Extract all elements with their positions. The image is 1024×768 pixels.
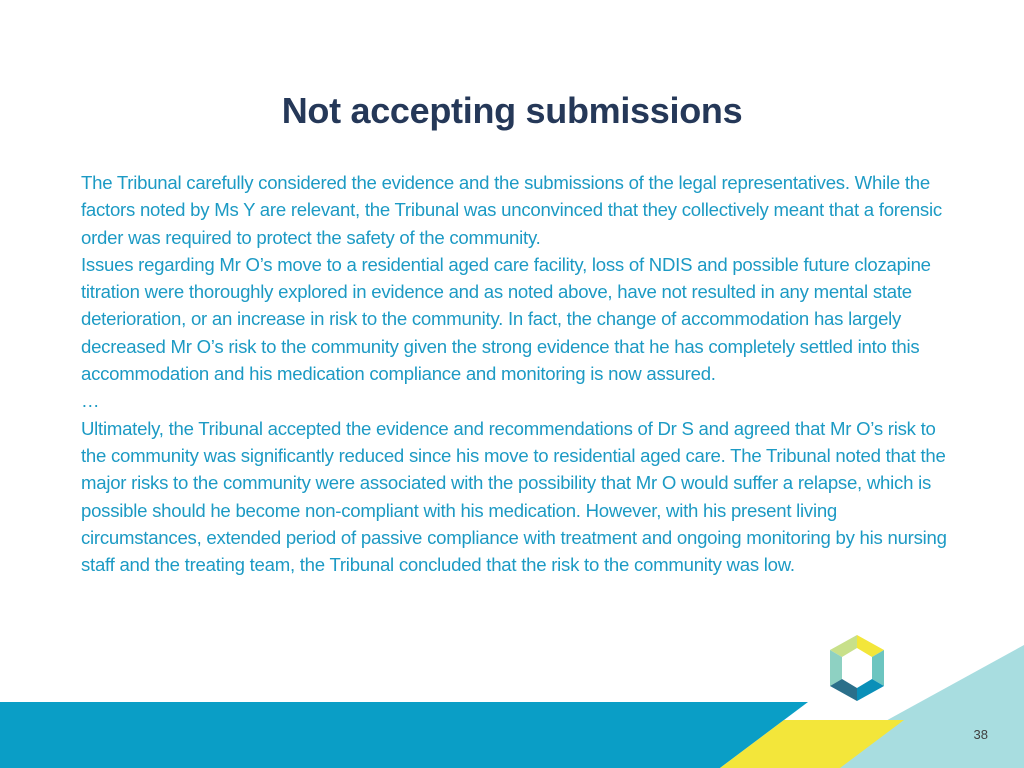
hexagon-logo-icon [826,633,888,703]
paragraph-3: Ultimately, the Tribunal accepted the evidence and recommendations of Dr S and agreed that Mr O’s risk to the community was significantly reduced since his move to residential aged care. The Tribunal noted that the major risks to the community were associated with the possibility that Mr O would suffer a relapse, which is possible should he become non-compliant with his medication. However, with his present living circumstances, extended period of passive compliance with treatment and ongoing monitoring by his nursing staff and the treating team, the Tribunal concluded that the risk to the community was low. [81,417,947,576]
slide-body [81,169,951,578]
paragraph-1: The Tribunal carefully considered the evidence and the submissions of the legal representatives. While the factors noted by Ms Y are relevant, the Tribunal was unconvinced that they collectively meant that a forensic order was required to protect the safety of the community. [81,172,942,248]
page-number: 38 [973,727,988,742]
ellipsis-separator: … [81,390,100,412]
slide-title: Not accepting submissions [281,90,743,131]
paragraph-2: Issues regarding Mr O’s move to a residential aged care facility, loss of NDIS and possible future clozapine titration were thoroughly explored in evidence and as noted above, have not resulted in any mental state deterioration, or an increase in risk to the community. In fact, the change of accommodation has largely decreased Mr O’s risk to the community given the strong evidence that he has completely settled into this accommodation and his medication compliance and monitoring is now assured. [81,253,931,385]
logo-center [845,652,869,684]
footer-blue-band [0,702,808,768]
